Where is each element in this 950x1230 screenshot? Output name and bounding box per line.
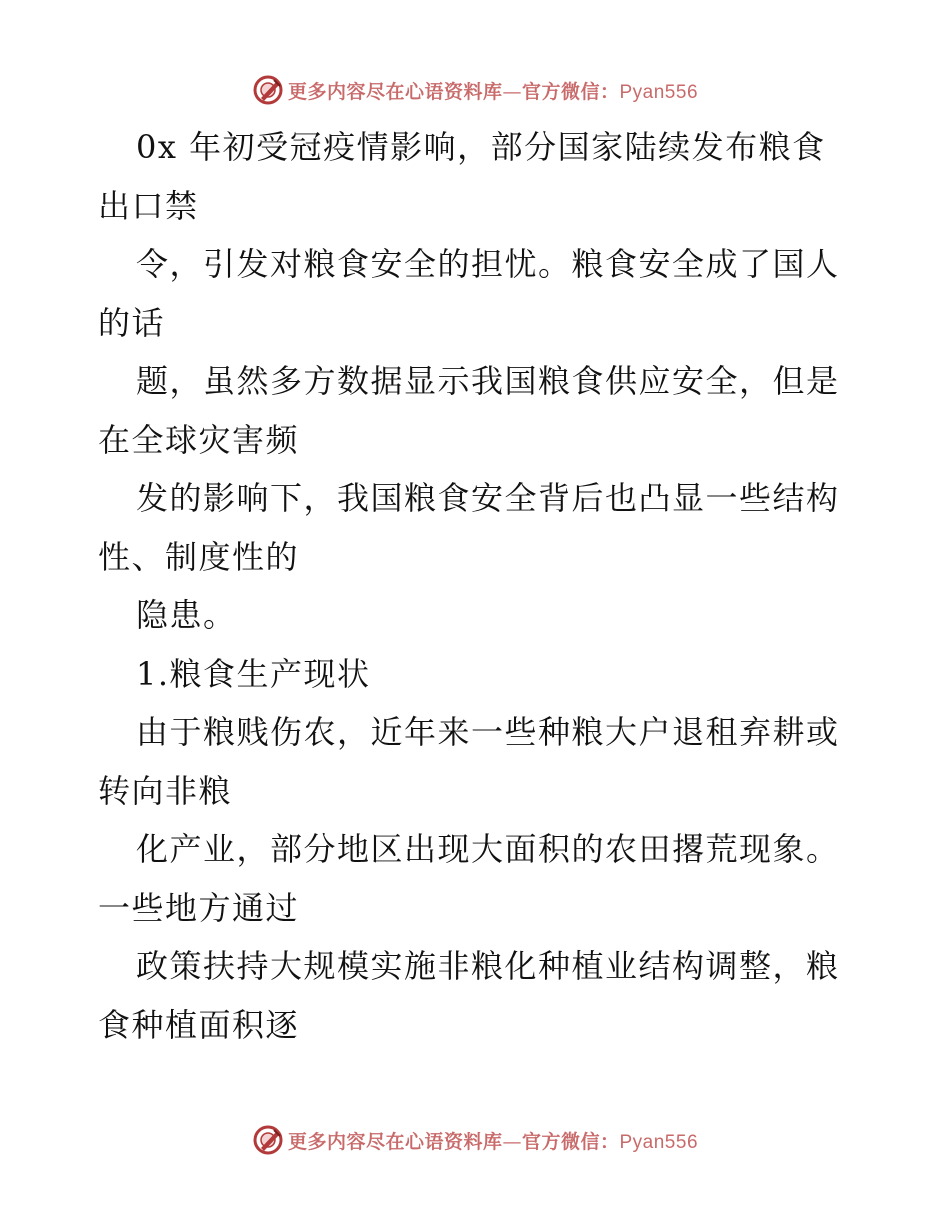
footer-wechat-id: Pyan556 [619, 1131, 699, 1153]
footer-wechat-label: 官方微信： [521, 1130, 620, 1153]
text-line: 题，虽然多方数据显示我国粮食供应安全，但是 [136, 362, 840, 400]
text-line: 政策扶持大规模实施非粮化种植业结构调整，粮 [136, 947, 840, 985]
text-line: 转向非粮 [98, 771, 233, 810]
text-line: 在全球灾害频 [98, 420, 300, 459]
footer-banner-text [288, 1127, 698, 1154]
header-site-text: 更多内容尽在心语资料库 [287, 80, 503, 103]
brand-logo-icon [252, 1124, 284, 1156]
text-line: 由于粮贱伤农，近年来一些种粮大户退租弃耕或 [136, 713, 840, 751]
text-line: 化产业，部分地区出现大面积的农田撂荒现象。 [136, 830, 840, 868]
header-separator: — [502, 80, 522, 103]
document-body [98, 118, 878, 1054]
text-line: 食种植面积逐 [98, 1005, 300, 1044]
text-line: 0x 年初受冠疫情影响，部分国家陆续发布粮食 [136, 128, 826, 166]
text-line: 性、制度性的 [98, 537, 300, 576]
footer-site-text: 更多内容尽在心语资料库 [287, 1130, 503, 1153]
text-line: 1.粮食生产现状 [136, 654, 371, 693]
header-banner-text [288, 77, 698, 104]
footer-watermark-banner [0, 1120, 950, 1160]
text-line: 的话 [98, 303, 166, 342]
header-watermark-banner [0, 70, 950, 110]
footer-separator: — [502, 1130, 522, 1153]
text-line: 发的影响下，我国粮食安全背后也凸显一些结构 [136, 479, 840, 517]
text-line: 出口禁 [98, 186, 199, 225]
brand-logo-icon [252, 74, 284, 106]
text-line: 一些地方通过 [98, 888, 300, 927]
text-line: 令，引发对粮食安全的担忧。粮食安全成了国人 [136, 245, 840, 283]
header-wechat-id: Pyan556 [619, 81, 699, 103]
header-wechat-label: 官方微信： [521, 80, 620, 103]
text-line: 隐患。 [136, 596, 237, 634]
